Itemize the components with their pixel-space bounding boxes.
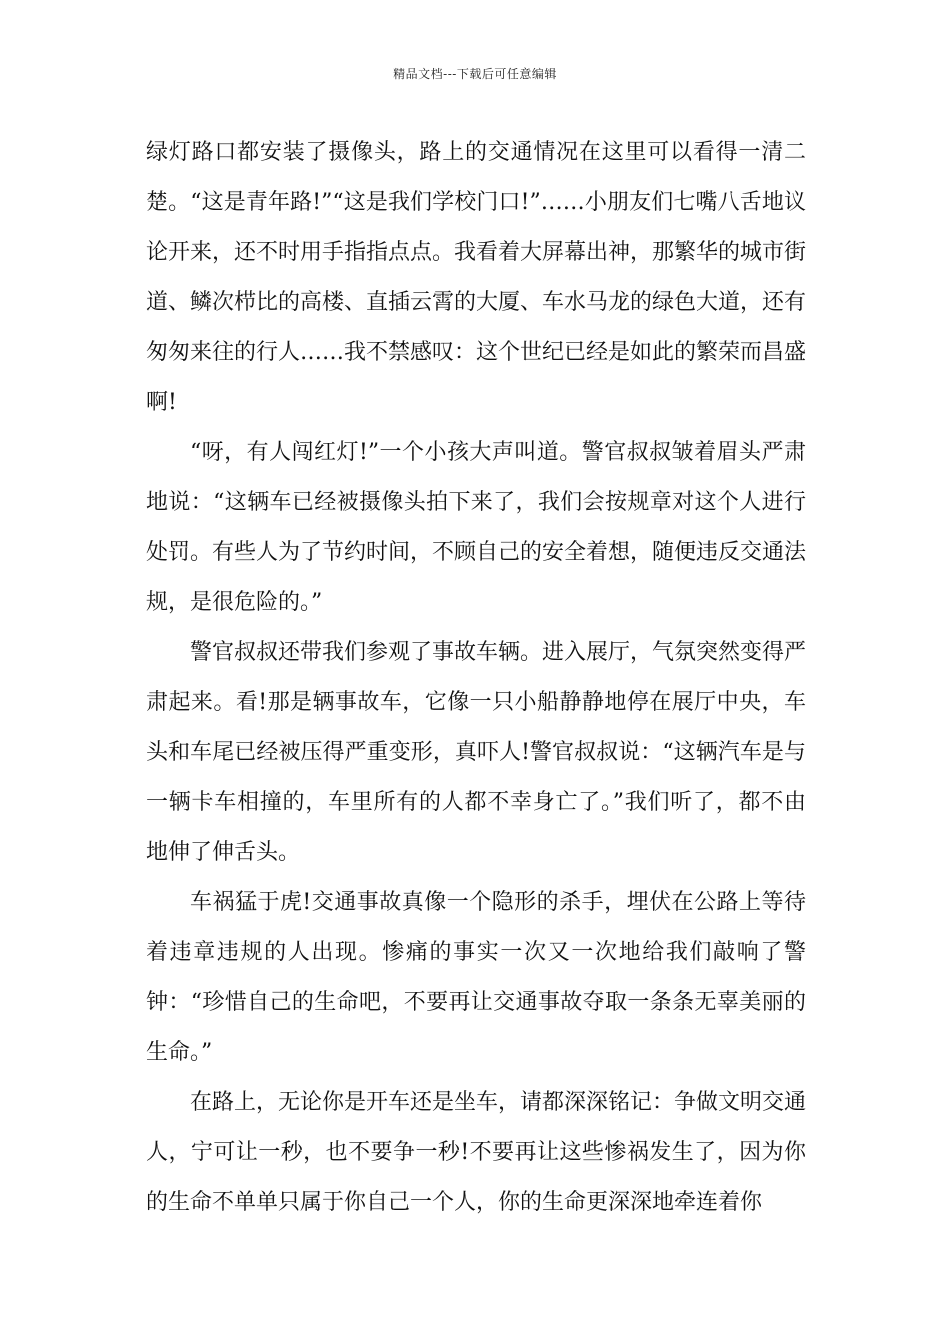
paragraph-warning: 车祸猛于虎!交通事故真像一个隐形的杀手，埋伏在公路上等待着违章违规的人出现。惨痛的事实一次又一次地给我们敲响了警钟：“珍惜自己的生命吧，不要再让交通事故夺取一条条无辜美丽的生命。” (146, 890, 806, 1065)
paragraph-civilized-traffic: 在路上，无论你是开车还是坐车，请都深深铭记：争做文明交通人，宁可让一秒，也不要争一秒!不要再让这些惨祸发生了，因为你的生命不单单只属于你自己一个人，你的生命更深深地牵连着你 (146, 1090, 807, 1215)
paragraph-red-light: “呀，有人闯红灯!”一个小孩大声叫道。警官叔叔皱着眉头严肃地说：“这辆车已经被摄像头拍下来了，我们会按规章对这个人进行处罚。有些人为了节约时间，不顾自己的安全着想，随便违反交通法规，是很危险的。” (146, 440, 807, 615)
document-body (146, 128, 806, 1228)
paragraph-continuation: 绿灯路口都安装了摄像头，路上的交通情况在这里可以看得一清二楚。“这是青年路!”“这是我们学校门口!”……小朋友们七嘴八舌地议论开来，还不时用手指指点点。我看着大屏幕出神，那繁华的城市街道、鳞次栉比的高楼、直插云霄的大厦、车水马龙的绿色大道，还有匆匆来往的行人……我不禁感叹：这个世纪已经是如此的繁荣而昌盛啊! (146, 140, 807, 415)
paragraph-accident-vehicle: 警官叔叔还带我们参观了事故车辆。进入展厅，气氛突然变得严肃起来。看!那是辆事故车，它像一只小船静静地停在展厅中央，车头和车尾已经被压得严重变形，真吓人!警官叔叔说：“这辆汽车是与一辆卡车相撞的，车里所有的人都不幸身亡了。”我们听了，都不由地伸了伸舌头。 (146, 640, 807, 865)
page-header: 精品文档---下载后可任意编辑 (393, 67, 557, 81)
